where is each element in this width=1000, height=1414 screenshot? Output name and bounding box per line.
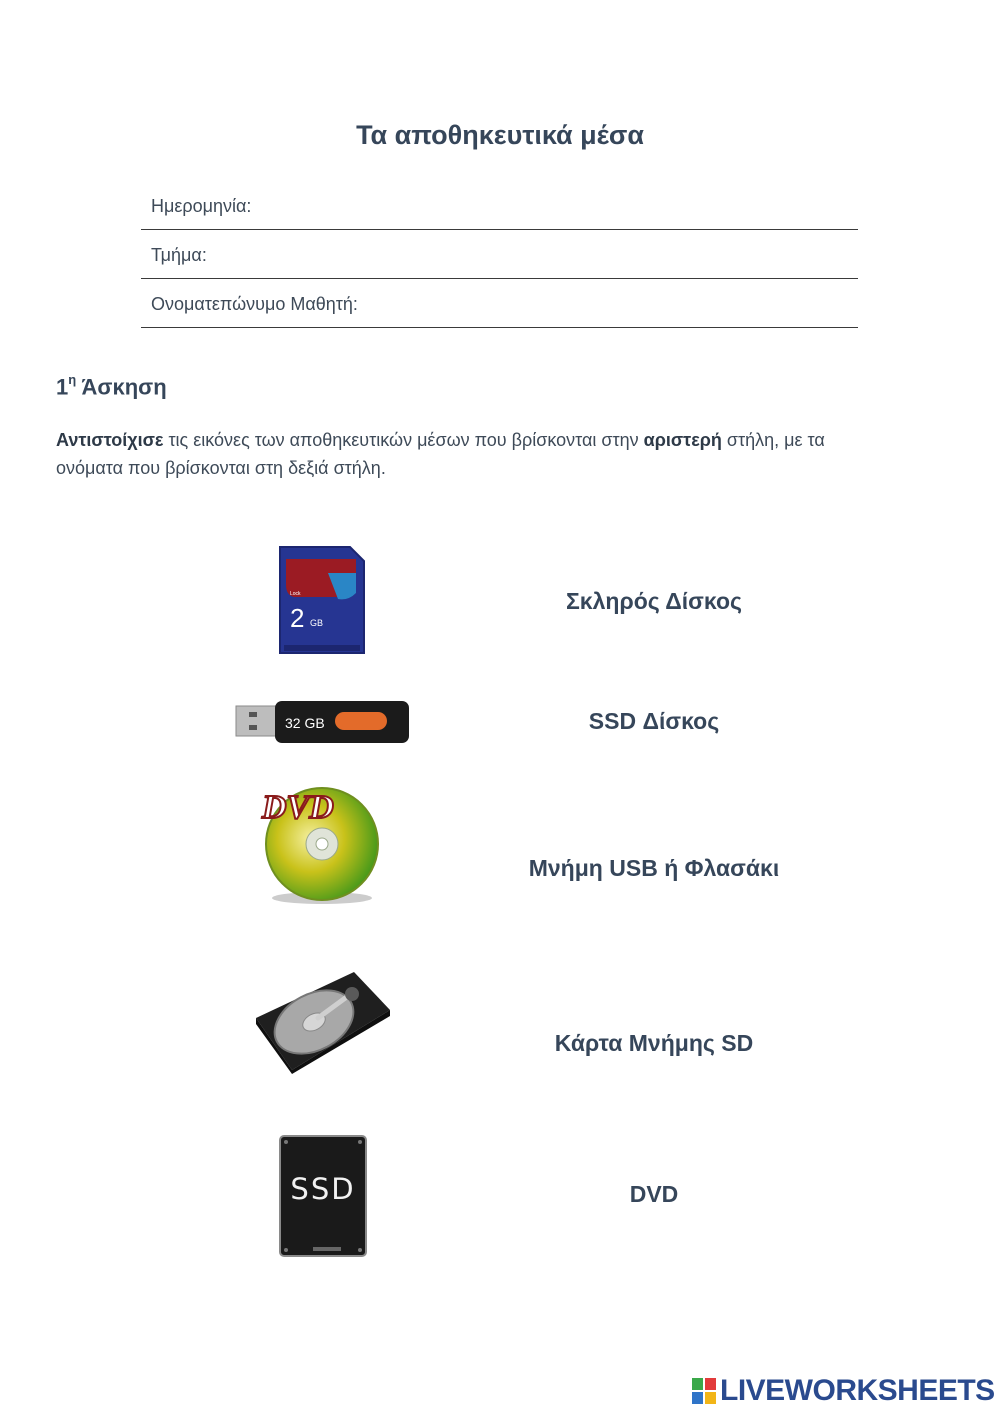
sd-unit-text: GB [310, 618, 324, 628]
exercise-superscript: η [68, 372, 77, 387]
student-name-field[interactable] [141, 279, 858, 328]
ssd-image[interactable] [279, 1135, 367, 1262]
exercise-heading-text: Άσκηση [81, 374, 167, 400]
label-sd-card[interactable]: Κάρτα Μνήμης SD [554, 1030, 754, 1056]
sd-capacity-text: 2 [290, 603, 305, 633]
exercise-number: 1 [56, 374, 69, 400]
class-field[interactable] [141, 230, 858, 279]
page-title: Τα αποθηκευτικά μέσα [356, 120, 644, 150]
ssd-label-text: SSD [290, 1172, 356, 1206]
student-name-label: Ονοματεπώνυμο Μαθητή: [151, 294, 358, 314]
usb-drive-image[interactable] [235, 699, 411, 750]
dvd-logo-text: DVD [262, 789, 334, 826]
label-hard-disk[interactable]: Σκληρός Δίσκος [566, 588, 742, 614]
usb-capacity-text: 32 GB [285, 715, 325, 731]
exercise-heading [56, 374, 167, 400]
sd-lock-text: Lock [290, 591, 301, 597]
label-ssd-disk[interactable]: SSD Δίσκος [588, 708, 720, 734]
instruction-part-1: τις εικόνες των αποθηκευτικών μέσων που βρίσκονται στην [163, 430, 644, 450]
liveworksheets-logo [692, 1374, 995, 1408]
hard-disk-image[interactable] [254, 970, 392, 1079]
label-dvd[interactable]: DVD [629, 1181, 679, 1207]
exercise-instruction [56, 426, 886, 482]
class-label: Τμήμα: [151, 245, 207, 265]
label-usb-flash[interactable]: Μνήμη USB ή Φλασάκι [528, 855, 780, 881]
instruction-part-2: στήλη, με τα ονόματα που βρίσκονται στη δεξιά στήλη. [56, 430, 825, 478]
liveworksheets-logo-icon [692, 1378, 716, 1404]
dvd-image[interactable] [258, 784, 382, 911]
date-field[interactable] [141, 181, 858, 230]
instruction-bold-1: Αντιστοίχισε [56, 430, 164, 450]
date-label: Ημερομηνία: [151, 196, 252, 216]
sd-card-image[interactable] [278, 545, 366, 662]
instruction-bold-2: αριστερή [643, 430, 722, 450]
liveworksheets-logo-text: LIVEWORKSHEETS [720, 1374, 995, 1407]
